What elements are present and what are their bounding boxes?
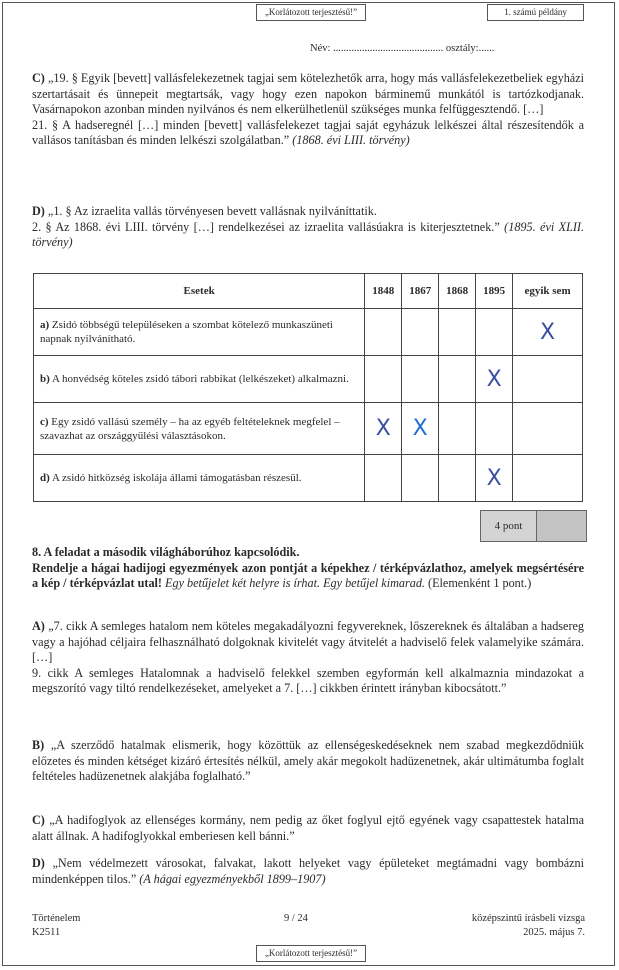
mark-cell[interactable] <box>513 356 583 403</box>
footer-exam: középszintű írásbeli vizsga <box>471 913 585 924</box>
source-c-block <box>32 71 584 149</box>
task8-instruction-points: (Elemenként 1 pont.) <box>428 576 532 591</box>
mark-cell[interactable] <box>439 455 476 502</box>
source-a-block <box>32 619 584 697</box>
table-row <box>34 455 583 502</box>
restricted-distribution-box-bottom: „Korlátozott terjesztésű!” <box>256 945 366 962</box>
mark-cell[interactable] <box>513 403 583 455</box>
case-label: b) <box>40 373 50 385</box>
source-c2-block <box>32 813 584 844</box>
name-class-line: Név: .......................................... osztály:...... <box>310 43 495 54</box>
footer-right <box>472 912 585 940</box>
case-text: Egy zsidó vallású személy – ha az egyéb feltételeknek megfelel – szavazhat az országgyűlési választásokon. <box>40 415 340 442</box>
points-score-field[interactable] <box>537 511 586 541</box>
source-d-citation: (1895. évi XLII. törvény) <box>32 219 585 250</box>
case-label: a) <box>40 319 50 331</box>
source-d2-citation: (A hágai egyezményekből 1899–1907) <box>139 871 326 886</box>
source-c-text1: „19. § Egyik [bevett] vallásfelekezetnek tagjai sem kötelezhetők arra, hogy más vallásfelekezetbeliek egyházi szertartásait és ünnepeit megtartsák, vagy hogy ezen napokon bárminemű munkától is tartózkodjanak. Vasárnapokon azonban minden nyilvános és nem elkerülhetlenül szükséges munka felfüggesztendő. […] <box>32 71 584 117</box>
case-text: A zsidó hitközség iskolája állami támogatásban részesül. <box>51 472 302 484</box>
footer-subject: Történelem <box>32 913 81 924</box>
mark-cell[interactable]: X <box>513 309 583 356</box>
case-text: Zsidó többségű településeken a szombat kötelező munkaszüneti napnak nyilvánítható. <box>40 319 333 345</box>
mark-cell[interactable] <box>476 403 513 455</box>
mark-cell[interactable] <box>402 309 439 356</box>
source-b-block <box>32 738 584 785</box>
header-1848: 1848 <box>365 274 402 309</box>
source-b-text: „A szerződő hatalmak elismerik, hogy közöttük az ellenségeskedéseknek nem szabad megkezdődniük előzetes és minden kétséget kizáró értesítés nélkül, amely akár megokolt hadüzenetnek, akár ultimátumba foglalt feltételes hadüzenetnek alakjába foglalható.” <box>32 738 584 784</box>
source-d2-text: „Nem védelmezett városokat, falvakat, lakott helyeket vagy épületeket megtámadni vagy bombázni mindenképpen tilos.” <box>32 856 584 886</box>
header-1895: 1895 <box>476 274 513 309</box>
mark-cell[interactable] <box>439 403 476 455</box>
source-d-label: D) <box>32 204 45 218</box>
source-d-text1: „1. § Az izraelita vallás törvényesen bevett vallásnak nyilváníttatik. <box>47 204 377 218</box>
header-1868: 1868 <box>439 274 476 309</box>
case-cell <box>34 309 365 356</box>
mark-cell[interactable] <box>476 309 513 356</box>
header-1867: 1867 <box>402 274 439 309</box>
mark-cell[interactable] <box>365 356 402 403</box>
source-c-text2: 21. § A hadseregnél […] minden [bevett] vallásfelekezet tagjai saját egyházuk lelkészei által részesítendők a vallásos tanításban és minden lelkészi szolgálatban.” <box>32 117 584 148</box>
mark-cell[interactable] <box>365 309 402 356</box>
mark-cell[interactable] <box>402 455 439 502</box>
points-box <box>480 510 587 542</box>
footer-date: 2025. május 7. <box>523 927 585 938</box>
source-a-text1: „7. cikk A semleges hatalom nem köteles megakadályozni fegyvereknek, lőszereknek és általában a hadsereg vagy a hajóhad céljaira felhasználható dolgoknak kivitelét vagy átvitelét a hadviselő felek valamelyike számára. […] <box>32 619 585 665</box>
case-label: d) <box>40 472 50 484</box>
source-a-label: A) <box>32 619 45 633</box>
table-row <box>34 309 583 356</box>
task8-instruction: Rendelje a hágai hadijogi egyezmények azon pontját a képekhez / térképvázlathoz, amelyek megsértésére a kép / térképvázlat utal! <box>32 560 584 591</box>
task8-block <box>32 545 584 592</box>
answer-table <box>33 273 583 502</box>
copy-number-box: 1. számú példány <box>487 4 584 21</box>
case-cell <box>34 403 365 455</box>
task8-title: 8. A feladat a második világháborúhoz kapcsolódik. <box>32 545 300 559</box>
mark-cell[interactable] <box>439 356 476 403</box>
mark-cell[interactable] <box>513 455 583 502</box>
table-header-row <box>34 274 583 309</box>
header-none: egyik sem <box>513 274 583 309</box>
source-c2-label: C) <box>32 813 45 827</box>
mark-cell[interactable] <box>439 309 476 356</box>
source-c2-text: „A hadifoglyok az ellenséges kormány, nem pedig az őket foglyul ejtő egyének vagy csapattestek hatalma alatt állnak. A hadifoglyokkal emberiesen kell bánni.” <box>32 813 584 843</box>
source-d2-block <box>32 856 584 887</box>
table-row <box>34 403 583 455</box>
source-b-label: B) <box>32 738 45 752</box>
source-d-text2: 2. § Az 1868. évi LIII. törvény […] rendelkezései az izraelita vallásúakra is kiterjesztetnek.” <box>32 219 500 234</box>
case-cell <box>34 455 365 502</box>
mark-cell[interactable]: X <box>476 356 513 403</box>
mark-cell[interactable] <box>402 356 439 403</box>
source-c-citation: (1868. évi LIII. törvény) <box>292 133 410 148</box>
source-a-text2: 9. cikk A semleges Hatalomnak a hadviselő felekkel szemben egyformán kell alkalmaznia mindazokat a megszorító vagy tiltó rendelkezéseket, amelyeket a 7. […] cikkben érintett irányban kibocsátott.” <box>32 665 584 696</box>
mark-cell[interactable] <box>365 455 402 502</box>
mark-cell[interactable]: X <box>476 455 513 502</box>
points-label: 4 pont <box>481 511 537 541</box>
footer-left <box>32 912 80 940</box>
footer-page: 9 / 24 <box>284 913 308 924</box>
table-row <box>34 356 583 403</box>
case-text: A honvédség köteles zsidó tábori rabbikat (lelkészeket) alkalmazni. <box>51 373 349 385</box>
mark-cell[interactable]: X <box>365 403 402 455</box>
case-cell <box>34 356 365 403</box>
source-d-block <box>32 204 584 251</box>
mark-cell[interactable]: X <box>402 403 439 455</box>
footer-code: K2511 <box>32 927 61 938</box>
source-c-label: C) <box>32 71 45 85</box>
source-d2-label: D) <box>32 856 45 870</box>
case-label: c) <box>40 415 49 428</box>
header-cases: Esetek <box>34 274 365 309</box>
restricted-distribution-box-top: „Korlátozott terjesztésű!” <box>256 4 366 21</box>
task8-instruction-italic: Egy betűjelet két helyre is írhat. Egy betűjel kimarad. <box>165 576 425 591</box>
